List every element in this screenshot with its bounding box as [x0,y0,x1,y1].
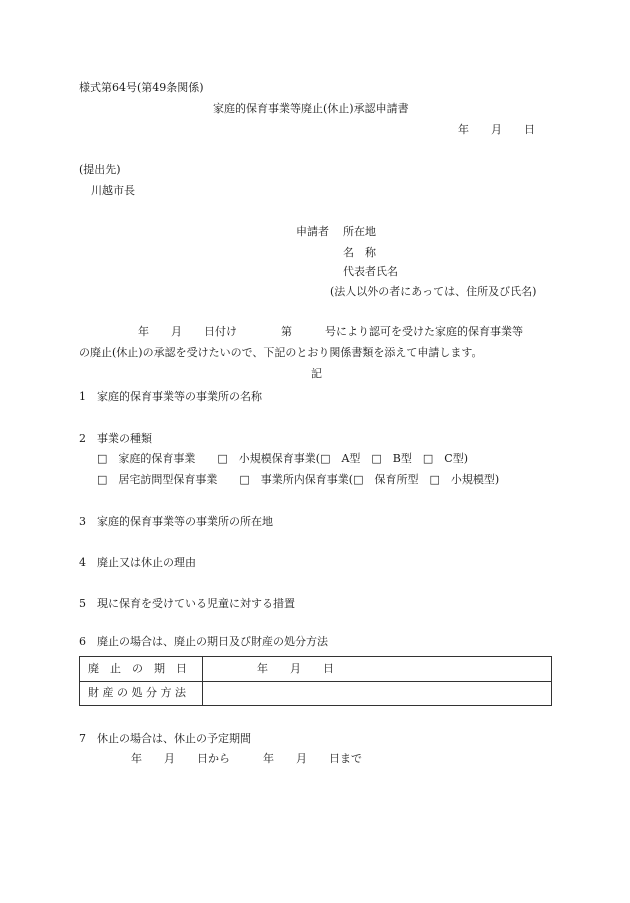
applicant-label: 申請者 [296,225,329,238]
applicant-name-label: 名 称 [343,246,376,259]
item-5: 5 現に保育を受けている児童に対する措置 [79,597,295,610]
item-6: 6 廃止の場合は、廃止の期日及び財産の処分方法 [79,635,328,648]
ki-heading: 記 [311,367,322,380]
abolition-date-value: 年 月 日 [257,662,334,675]
property-disposal-label: 財 産 の 処 分 方 法 [88,686,186,699]
item-7: 7 休止の場合は、休止の予定期間 [79,732,251,745]
table-row-property-disposal [80,681,551,705]
date-line: 年 月 日 [458,123,535,136]
document-title: 家庭的保育事業等廃止(休止)承認申請書 [213,102,409,115]
applicant-note: (法人以外の者にあっては、住所及び氏名) [330,285,537,298]
item-4: 4 廃止又は休止の理由 [79,556,196,569]
addressee-label: (提出先) [79,163,121,176]
suspension-period: 年 月 日から 年 月 日まで [131,752,362,765]
table-row-abolition-date [80,657,551,682]
abolition-table [79,656,552,706]
item-2: 2 事業の種類 [79,432,152,445]
body-line-2: の廃止(休止)の承認を受けたいので、下記のとおり関係書類を添えて申請します。 [79,346,483,359]
item-3: 3 家庭的保育事業等の事業所の所在地 [79,515,273,528]
body-line-1: 年 月 日付け 第 号により認可を受けた家庭的保育事業等 [138,325,523,338]
addressee-name: 川越市長 [91,184,135,197]
item-2-options-row-1: □ 家庭的保育事業 □ 小規模保育事業(□ A型 □ B型 □ C型) [97,452,468,465]
abolition-date-label: 廃 止 の 期 日 [88,662,187,675]
form-number: 様式第64号(第49条関係) [79,81,204,94]
applicant-rep-label: 代表者氏名 [343,265,398,278]
applicant-address-label: 所在地 [343,225,376,238]
item-2-options-row-2: □ 居宅訪問型保育事業 □ 事業所内保育事業(□ 保育所型 □ 小規模型) [97,473,500,486]
item-1: 1 家庭的保育事業等の事業所の名称 [79,390,262,403]
